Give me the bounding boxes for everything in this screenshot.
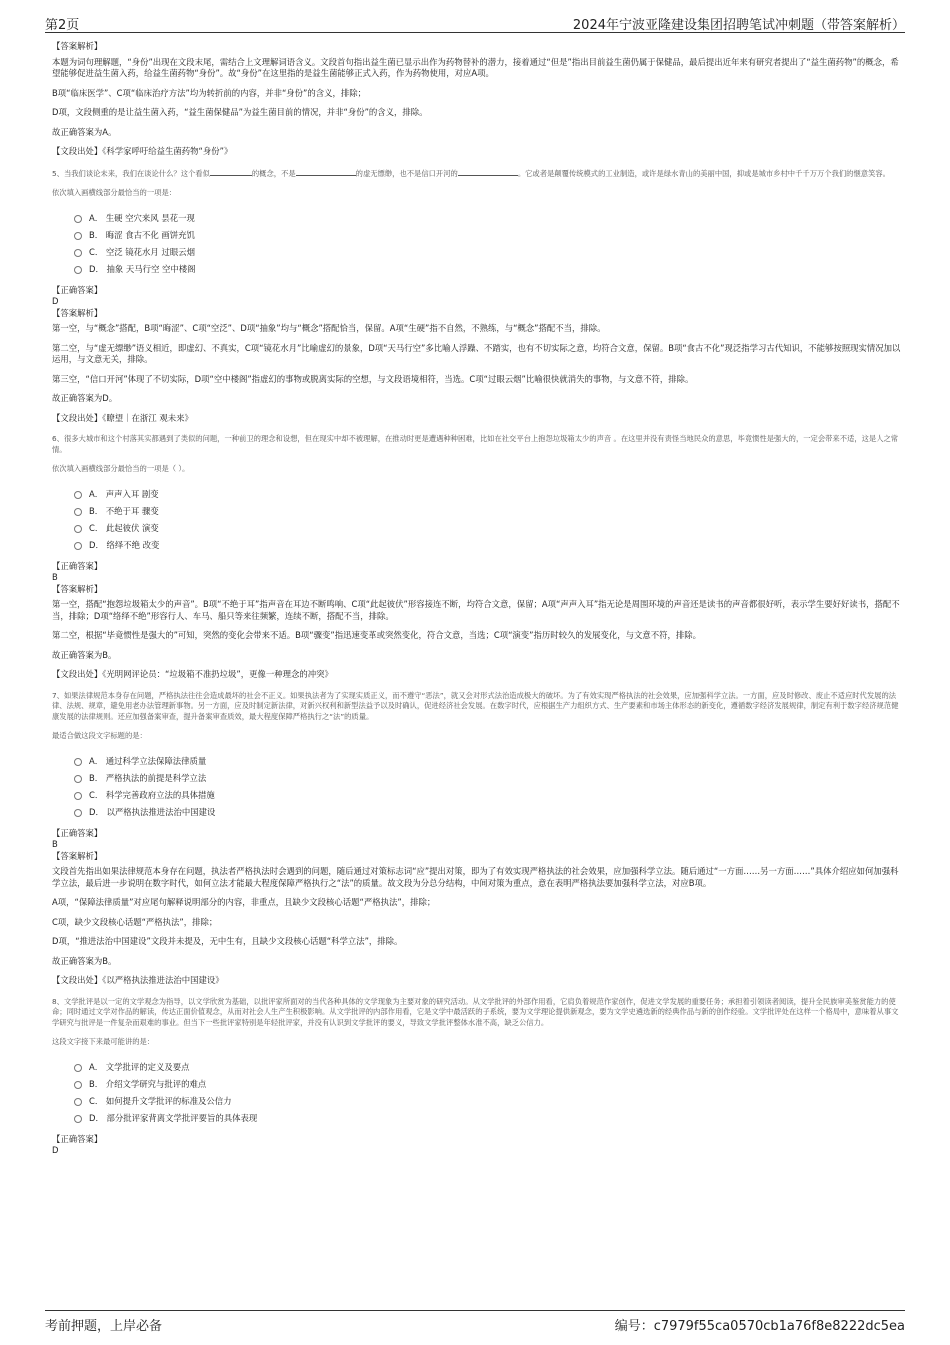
analysis-text: 文段首先指出如果法律规范本身存在问题，执法者严格执法时会遇到的问题，随后通过对策标志词“应”提出对策，即为了有效实现严格执法的社会效果，应加强科学立法。随后通过“一方面……另一方面……”具体介绍应如何加强科学立法，最后进一步说明在数字时代，如何立法才能最大程度保障严格执行之“法”的质量。故文段为分总分结构，中间对策为重点，意在表明严格执法要加强科学立法，对应B项。 <box>52 866 899 888</box>
option-d[interactable]: D． 部分批评家背离文学批评要旨的具体表现 <box>74 1111 902 1128</box>
option-b[interactable]: B． 严格执法的前提是科学立法 <box>74 771 902 788</box>
radio-icon[interactable] <box>74 508 82 516</box>
option-c[interactable]: C． 空泛 镜花水月 过眼云烟 <box>74 245 902 262</box>
analysis-text: A项，“保障法律质量”对应尾句解释说明部分的内容，非重点，且缺少文段核心话题“严格执法”，排除； <box>52 897 436 907</box>
question-stem: 8、文学批评是以一定的文学观念为指导，以文学欣赏为基础，以批评家所面对的当代各种具体的文学现象为主要对象的研究活动。从文学批评的外部作用看，它肩负着规范作家创作，促进文学发展的重要任务；承担着引领读者阅读，提升全民族审美鉴赏能力的使命；同时通过文学对作品的解读，传达正面价值观念，从而对社会人生产生积极影响。从文学批评的内部作用看，它是文学中最活跃的子系统，要为文学理论提供新观念，要为文学史遴选新的经典作品与新的创作经验。文学批评处在这样一个格局中，意味着从事文学研究与批评是一件复杂而艰难的事业。但当下一些批评家特别是年轻批评家，并没有认识到文学批评的要义，导致文学批评整体水准不高，缺乏公信力。 <box>52 996 899 1027</box>
radio-icon[interactable] <box>74 1064 82 1072</box>
analysis-text: 第三空，“信口开河”体现了不切实际，D项“空中楼阁”指虚幻的事物或脱离实际的空想，与文段语境相符，当选。C项“过眼云烟”比喻很快就消失的事物，与文意不符，排除。 <box>52 373 694 384</box>
option-list <box>74 211 902 279</box>
option-d[interactable]: D． 以严格执法推进法治中国建设 <box>74 805 902 822</box>
analysis-text: 第二空，根据“毕竟惯性是强大的”可知，突然的变化会带来不适。B项“骤变”指迅速变革或突然变化，符合文意，当选；C项“演变”指历时较久的发展变化，与文意不符，排除。 <box>52 630 701 640</box>
option-a[interactable]: A． 文学批评的定义及要点 <box>74 1060 902 1077</box>
question-prompt: 最适合做这段文字标题的是： <box>52 731 147 740</box>
question-stem: 5、当我们谈论未来，我们在谈论什么？这个看似 的概念，不是 的虚无缥缈，也不是信口开河的 。它或者是颠覆传统模式的工业制造，或许是绿水青山的美丽中国，抑或是城市乡村中千千万万个我们的惬意笑容。 <box>52 168 890 178</box>
radio-icon[interactable] <box>74 491 82 499</box>
answer-label: 【正确答案】 <box>52 284 103 295</box>
radio-icon[interactable] <box>74 775 82 783</box>
option-list <box>74 487 902 555</box>
fill-blank <box>210 168 252 176</box>
page-header <box>45 12 905 33</box>
fill-blank <box>296 168 356 176</box>
radio-icon[interactable] <box>74 1081 82 1089</box>
radio-icon[interactable] <box>74 266 82 274</box>
option-b[interactable]: B． 不绝于耳 骤变 <box>74 504 902 521</box>
option-d[interactable]: D． 抽象 天马行空 空中楼阁 <box>74 262 902 279</box>
answer-value: B <box>52 839 58 849</box>
option-c[interactable]: C． 如何提升文学批评的标准及公信力 <box>74 1094 902 1111</box>
answer-label: 【正确答案】 <box>52 1133 103 1144</box>
analysis-label: 【答案解析】 <box>52 41 103 51</box>
answer-value: D <box>52 296 59 306</box>
document-code: 编号：c7979f55ca0570cb1a76f8e8222dc5ea <box>614 1319 905 1334</box>
question-prompt: 依次填入画横线部分最恰当的一项是（ ）。 <box>52 464 190 473</box>
analysis-text: B项“临床医学”、C项“临床治疗方法”均为转折前的内容，并非“身份”的含义，排除； <box>52 87 366 98</box>
option-c[interactable]: C． 科学完善政府立法的具体措施 <box>74 788 902 805</box>
option-c[interactable]: C． 此起彼伏 演变 <box>74 521 902 538</box>
source-citation: 【文段出处】《瞭望｜在浙江 观未来》 <box>52 412 193 423</box>
question-stem: 6、很多大城市和这个村落其实都遇到了类似的问题，一种前卫的理念和设想，但在现实中却不被理解，在推动时更是遭遇种种困难，比如在社交平台上抱怨垃圾箱太少的声音 。在这里并没有责怪当地民众的意思，毕竟惯性是强大的，一定会带来不适，这是人之常情。 <box>52 434 899 454</box>
analysis-label: 【答案解析】 <box>52 307 103 318</box>
source-citation: 【文段出处】《科学家呼吁给益生菌药物“身份”》 <box>52 146 233 156</box>
document-body <box>52 41 902 1157</box>
option-list <box>74 1060 902 1128</box>
option-b[interactable]: B． 介绍文学研究与批评的难点 <box>74 1077 902 1094</box>
document-title: 2024年宁波亚隆建设集团招聘笔试冲刺题（带答案解析） <box>572 18 905 33</box>
answer-value: B <box>52 572 58 582</box>
analysis-label: 【答案解析】 <box>52 583 103 594</box>
analysis-text: 本题为词句理解题，“身份”出现在文段末尾，需结合上文理解词语含义。文段首句指出益生菌已显示出作为药物替补的潜力，接着通过“但是”指出目前益生菌仍属于保健品，最后提出近年来有研究者提出了“益生菌药物”的概念，希望能够促进益生菌入药，给益生菌药物“身份”。故“身份”在这里指的是益生菌能够正式入药，作为药物使用，对应A项。 <box>52 56 899 78</box>
answer-label: 【正确答案】 <box>52 560 103 571</box>
radio-icon[interactable] <box>74 232 82 240</box>
option-a[interactable]: A． 通过科学立法保障法律质量 <box>74 754 902 771</box>
radio-icon[interactable] <box>74 542 82 550</box>
radio-icon[interactable] <box>74 249 82 257</box>
radio-icon[interactable] <box>74 1115 82 1123</box>
radio-icon[interactable] <box>74 792 82 800</box>
option-b[interactable]: B． 晦涩 食古不化 画饼充饥 <box>74 228 902 245</box>
question-stem: 7、如果法律规范本身存在问题，严格执法往往会造成最坏的社会不正义。如果执法者为了实现实质正义，而不遵守“恶法”，就又会对形式法治造成极大的破坏。为了有效实现严格执法的社会效果，应加强科学立法。一方面，应及时修改、废止不适应时代发展的法律、法规、规章，避免用老办法管理新事物。另一方面，应及时制定新法律，对新兴权利和新型法益予以及时确认，促进经济社会发展。在数字时代，应根据生产力组织方式、生产要素和市场主体形态的新变化，遵循数字经济发展规律，制定有利于数字经济规范健康发展的法律规则。还应加强备案审查，提升备案审查质效，最大程度保障严格执行之“法”的质量。 <box>52 690 899 721</box>
radio-icon[interactable] <box>74 215 82 223</box>
radio-icon[interactable] <box>74 1098 82 1106</box>
source-citation: 【文段出处】《以严格执法推进法治中国建设》 <box>52 975 224 985</box>
radio-icon[interactable] <box>74 525 82 533</box>
option-list <box>74 754 902 822</box>
answer-value: D <box>52 1145 59 1155</box>
page-number: 第2页 <box>45 18 80 33</box>
analysis-text: C项，缺少文段核心话题“严格执法”，排除； <box>52 916 218 927</box>
option-a[interactable]: A． 生硬 空穴来风 昙花一现 <box>74 211 902 228</box>
analysis-text: 第一空，搭配“抱怨垃圾箱太少的声音”。B项“不绝于耳”指声音在耳边不断鸣响、C项“此起彼伏”形容接连不断，均符合文意，保留；A项“声声入耳”指无论是周围环境的声音还是读书的声音都很好听，表示学生要好好读书，搭配不当，排除；D项“络绎不绝”形容行人、车马、船只等来往频繁，连续不断，搭配不当，排除。 <box>52 599 900 621</box>
analysis-text: D项，文段侧重的是让益生菌入药，“益生菌保健品”为益生菌目前的情况，并非“身份”的含义，排除。 <box>52 107 428 117</box>
analysis-label: 【答案解析】 <box>52 850 103 861</box>
answer-conclusion: 故正确答案为A。 <box>52 126 117 137</box>
source-citation: 【文段出处】《光明网评论员：“垃圾箱不准扔垃圾”，更像一种理念的冲突》 <box>52 669 333 679</box>
analysis-text: 第二空，与“虚无缥缈”语义相近，即虚幻、不真实，C项“镜花水月”比喻虚幻的景象，D项“天马行空”多比喻人浮躁、不踏实，也有不切实际之意，均符合文意，保留。B项“食古不化”现泛指学习古代知识，不能够按照现实情况加以运用，与文意无关，排除。 <box>52 342 901 364</box>
answer-conclusion: 故正确答案为B。 <box>52 955 117 966</box>
radio-icon[interactable] <box>74 758 82 766</box>
fill-blank <box>458 168 518 176</box>
answer-label: 【正确答案】 <box>52 827 103 838</box>
analysis-text: D项，“推进法治中国建设”文段并未提及，无中生有，且缺少文段核心话题“科学立法”，排除。 <box>52 936 403 946</box>
footer-slogan: 考前押题，上岸必备 <box>45 1319 163 1334</box>
answer-conclusion: 故正确答案为D。 <box>52 393 118 403</box>
option-a[interactable]: A． 声声入耳 剧变 <box>74 487 902 504</box>
analysis-text: 第一空，与“概念”搭配，B项“晦涩”、C项“空泛”、D项“抽象”均与“概念”搭配恰当，保留。A项“生硬”指不自然，不熟练，与“概念”搭配不当，排除。 <box>52 323 606 333</box>
option-d[interactable]: D． 络绎不绝 改变 <box>74 538 902 555</box>
answer-conclusion: 故正确答案为B。 <box>52 649 117 660</box>
radio-icon[interactable] <box>74 809 82 817</box>
page-footer <box>45 1310 905 1333</box>
question-prompt: 这段文字接下来最可能讲的是： <box>52 1037 155 1046</box>
question-prompt: 依次填入画横线部分最恰当的一项是： <box>52 188 177 197</box>
